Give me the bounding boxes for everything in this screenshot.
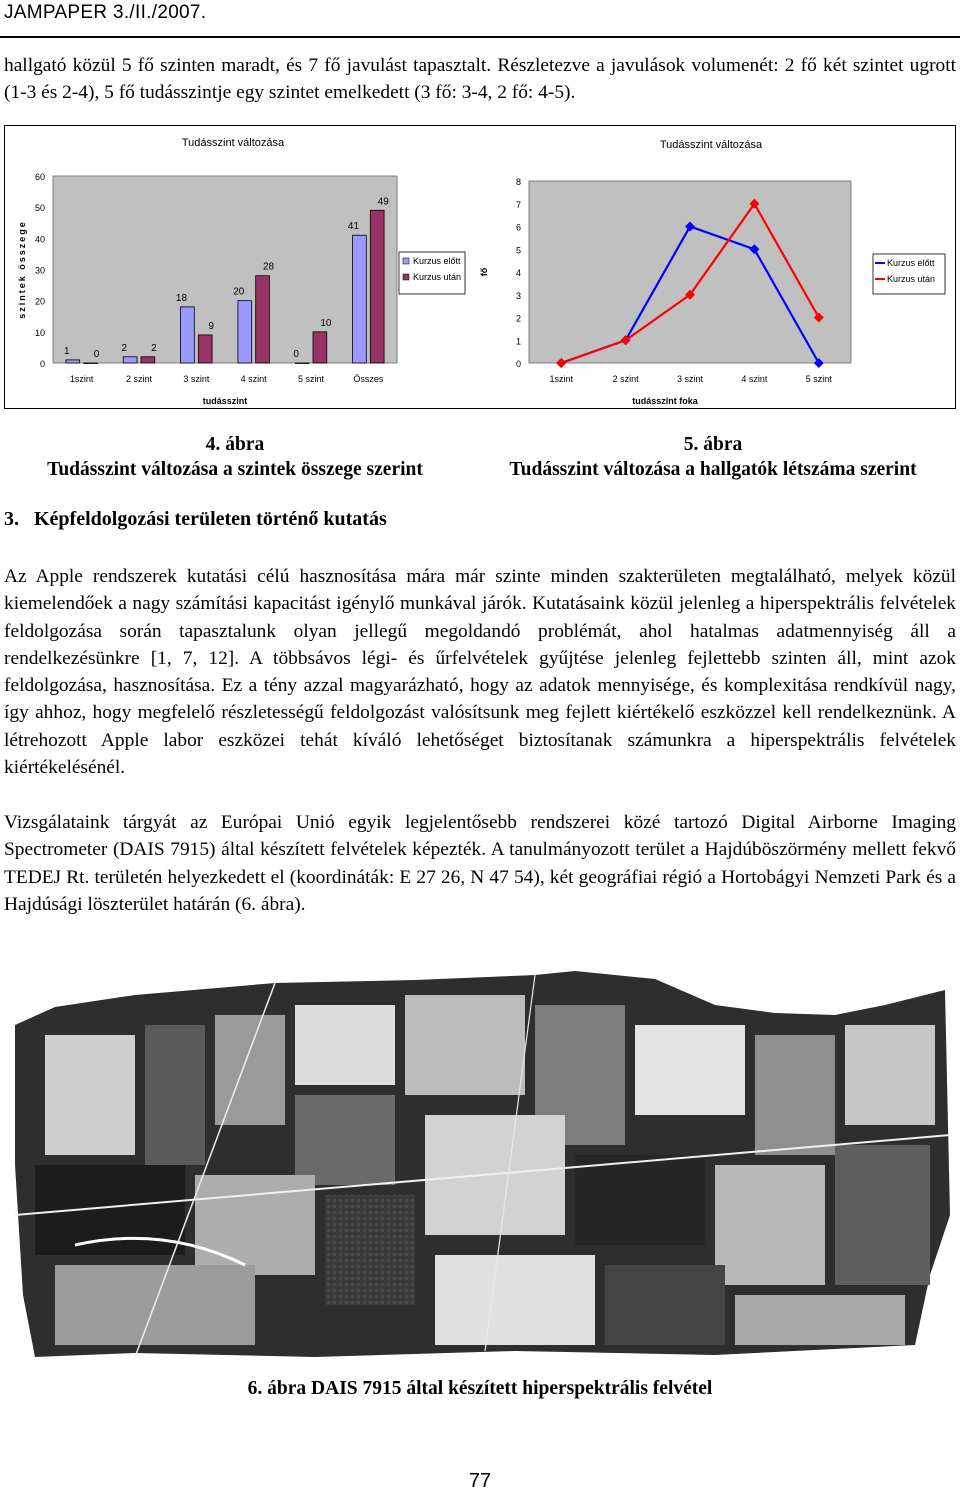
figure-4-number: 4. ábra [205, 434, 265, 455]
y-tick-label: 20 [34, 296, 45, 307]
figure-5-number: 5. ábra [683, 434, 743, 455]
y-axis-label: fő [479, 267, 489, 277]
y-tick-label: 8 [515, 177, 521, 187]
charts-frame [4, 125, 956, 409]
y-tick-label: 30 [34, 265, 45, 276]
y-tick-label: 3 [515, 290, 521, 301]
data-label: 0 [93, 349, 100, 360]
legend-label: Kurzus előtt [413, 256, 461, 266]
legend-label: Kurzus után [413, 272, 462, 282]
data-label: 1 [64, 345, 70, 357]
figure-5-title: Tudásszint változása a hallgatók létszáma szerint [509, 459, 917, 480]
y-tick-label: 7 [515, 199, 521, 210]
y-tick-label: 10 [34, 327, 45, 338]
y-tick-label: 1 [515, 336, 521, 347]
figure-4-caption [0, 432, 470, 482]
bar [353, 235, 367, 363]
legend-label: Kurzus előtt [887, 258, 935, 268]
charts-svg [5, 126, 955, 408]
bar [198, 335, 212, 363]
x-tick-label: 4 szint [741, 374, 768, 384]
y-tick-label: 60 [34, 172, 45, 182]
legend-swatch [403, 274, 409, 280]
x-axis-label: tudásszint foka [632, 396, 698, 406]
plot-area [53, 176, 397, 363]
chart-title: Tudásszint változása [181, 137, 285, 149]
y-tick-label: 5 [515, 245, 521, 256]
running-head: JAMPAPER 3./II./2007. [4, 2, 207, 23]
bar [181, 307, 195, 363]
legend-swatch [403, 258, 409, 264]
x-tick-label: 2 szint [612, 374, 639, 384]
y-tick-label: 6 [515, 222, 521, 233]
y-axis-label: szintek összege [17, 220, 27, 319]
data-label: 20 [233, 286, 245, 298]
y-tick-label: 0 [39, 359, 45, 369]
data-label: 28 [262, 261, 275, 273]
data-label: 49 [377, 196, 389, 208]
bar [295, 363, 309, 364]
bar [123, 357, 137, 363]
bar [84, 363, 98, 364]
data-label: 0 [293, 349, 299, 360]
figure-4-title: Tudásszint változása a szintek összege szerint [47, 459, 423, 480]
page-number: 77 [468, 1470, 492, 1492]
y-tick-label: 2 [515, 313, 521, 324]
x-tick-label: 2 szint [125, 374, 153, 384]
data-label: 18 [175, 292, 188, 304]
y-tick-label: 4 [515, 268, 521, 278]
x-tick-label: 5 szint [805, 374, 832, 384]
bar [256, 276, 270, 363]
bar [141, 357, 155, 363]
x-tick-label: Összes [353, 374, 384, 384]
figure-5-caption [478, 432, 948, 482]
data-label: 41 [347, 221, 360, 233]
bar [313, 332, 327, 363]
y-tick-label: 0 [515, 359, 521, 369]
x-tick-label: 5 szint [297, 374, 325, 384]
y-tick-label: 50 [34, 203, 45, 214]
section-heading: 3. Képfeldolgozási területen történő kutatás [4, 508, 387, 530]
x-tick-label: 4 szint [240, 374, 267, 384]
data-label: 10 [320, 317, 332, 329]
figure-6-caption: 6. ábra DAIS 7915 által készített hiperspektrális felvétel [247, 1378, 713, 1399]
bar [370, 210, 384, 363]
chart-title: Tudásszint változása [659, 139, 763, 151]
x-tick-label: 3 szint [183, 374, 210, 384]
intro-paragraph: hallgató közül 5 fő szinten maradt, és 7 fő javulást tapasztalt. Részletezve a javulások volumenét: 2 fő két szintet ugrott (1-3 és 2-4), 5 fő tudásszintje egy szintet emelkedett (3 fő: 3-4, 2 fő: 4-5). [4, 55, 956, 104]
data-label: 2 [121, 342, 127, 354]
legend-label: Kurzus után [887, 274, 936, 284]
bar [238, 301, 252, 363]
header-rule [0, 36, 960, 38]
x-tick-label: 1szint [549, 374, 573, 384]
bar [66, 360, 80, 363]
paragraph-study: Vizsgálataink tárgyát az Európai Unió egyik legjelentősebb rendszerei közé tartozó Digital Airborne Imaging Spectrometer (DAIS 7915) által készített felvételek képezték. A tanulmányozott terület a Hajdúböszörmény mellett fekvő TEDEJ Rt. területén helyezkedett el (koordináták: E 27 26, N 47 54), két geográfiai régió a Hortobágyi Nemzeti Park és a Hajdúsági löszterület határán (6. ábra). [4, 812, 956, 915]
y-tick-label: 40 [34, 234, 45, 245]
x-tick-label: 1szint [69, 374, 94, 384]
hyperspectral-image [15, 965, 950, 1365]
data-label: 9 [208, 320, 214, 332]
data-label: 2 [151, 342, 157, 354]
paragraph-apple: Az Apple rendszerek kutatási célú hasznosítása mára már szinte minden szakterületen megtalálható, melyek közül kiemelendőek a nagy számítási kapacitást igénylő munkával járók. Kutatásaink közül jelenleg a hiperspektrális felvételek feldolgozása során tapasztalunk olyan jellegű megoldandó problémát, ahol hatalmas adatmennyiség áll a rendelkezésünkre [1, 7, 12]. A többsávos légi- és űrfelvételek gyűjtése jelenleg fejlettebb szinten áll, mint azok feldolgozása, hasznosítása. Ez a tény azzal magyarázható, hogy az adatok mennyisége, és komplexitása rendkívül nagy, így ahhoz, hogy megfelelő részletességű feldolgozást valósítsunk meg fejlett kiértékelő eszközzel kell rendelkeznünk. A létrehozott Apple labor eszközei tehát kíváló lehetőséget biztosítanak számunkra a hiperspektrális felvételek kiértékelésénél. [4, 566, 956, 779]
x-axis-label: tudásszint [202, 396, 248, 406]
x-tick-label: 3 szint [676, 374, 704, 384]
